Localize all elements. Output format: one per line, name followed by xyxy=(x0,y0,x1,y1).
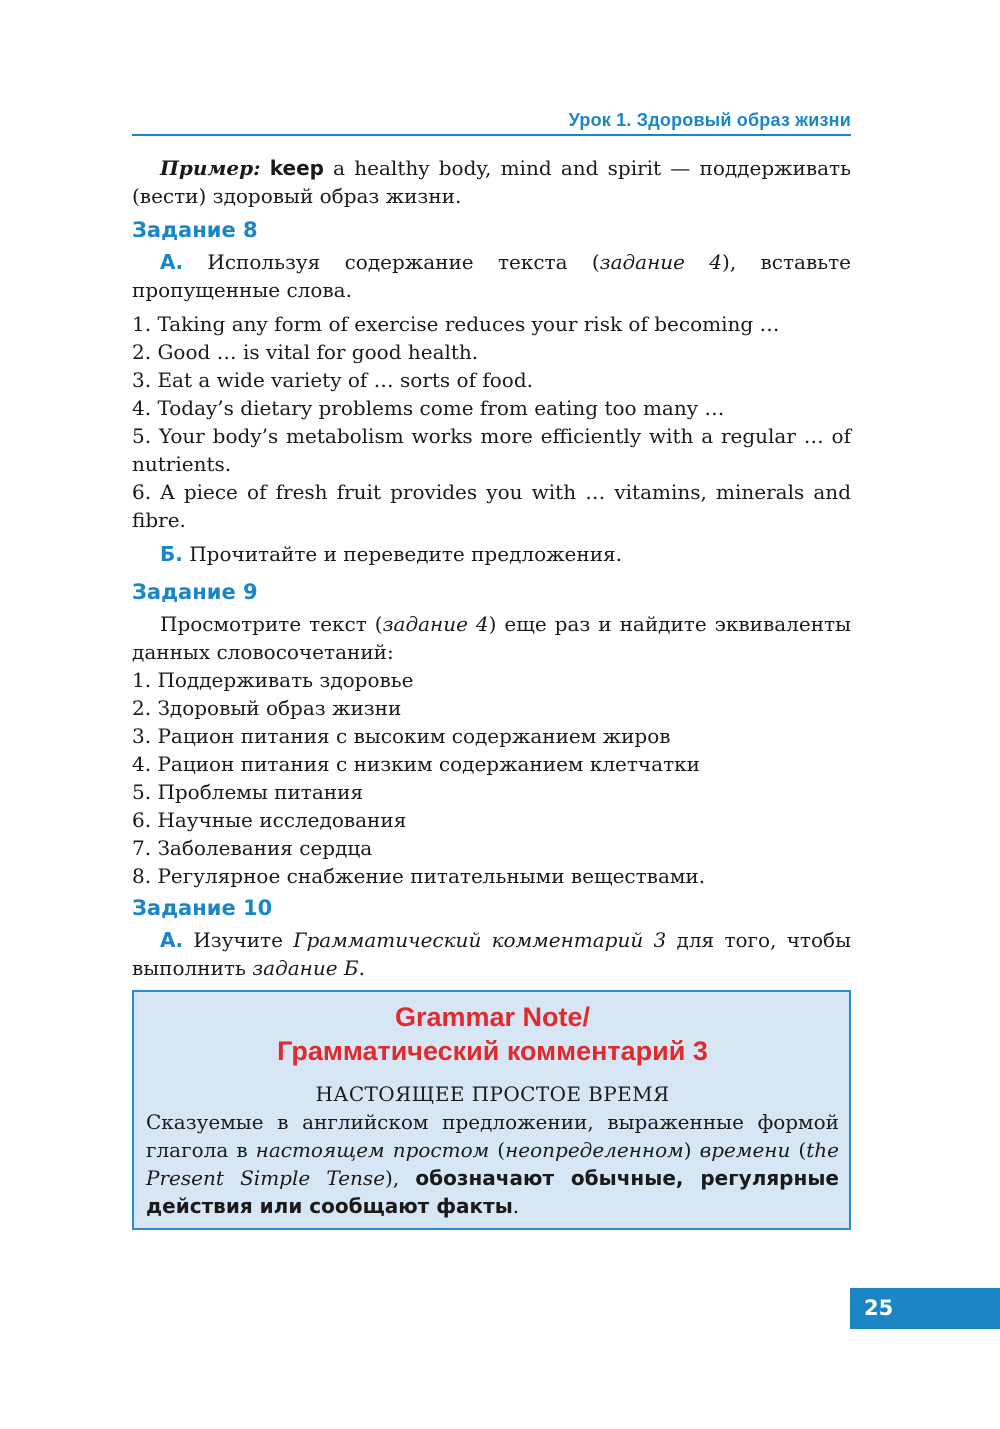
task-10-a-instruction xyxy=(132,926,851,982)
grammar-text: . xyxy=(512,1194,520,1218)
task-10-a-label: А. xyxy=(160,928,184,952)
task-8-a-text: Используя содержание текста ( xyxy=(183,250,600,274)
chapter-header: Урок 1. Здоровый образ жизни xyxy=(568,110,851,130)
task-9-phrase-list xyxy=(132,666,851,890)
task-10-a-reference-2: задание Б xyxy=(252,956,359,980)
grammar-italic: настоящем простом xyxy=(255,1138,490,1162)
header-rule xyxy=(132,134,851,136)
list-item: 8. Регулярное снабжение питательными веществами. xyxy=(132,864,706,888)
list-item: 1. Поддерживать здоровье xyxy=(132,668,414,692)
list-item: 5. Проблемы питания xyxy=(132,780,364,804)
list-item: 2. Good … is vital for good health. xyxy=(132,340,479,364)
grammar-note-title-line-2: Грамматический комментарий 3 xyxy=(277,1036,708,1066)
grammar-text: Сказуемые в английском предложении, выраженные формой глагола в xyxy=(146,1110,839,1162)
list-item: 6. A piece of fresh fruit provides you with … vitamins, minerals and fibre. xyxy=(132,480,851,532)
task-10-a-text-end: . xyxy=(358,956,365,980)
grammar-note-body xyxy=(146,1108,839,1220)
grammar-note-title-line-1: Grammar Note/ xyxy=(394,1002,591,1032)
grammar-text: ), xyxy=(385,1166,416,1190)
page-number: 25 xyxy=(850,1288,1000,1329)
task-9-text-end: ) еще раз и найдите эквиваленты данных словосочетаний: xyxy=(132,612,852,664)
grammar-note-box xyxy=(132,990,851,1230)
page-content xyxy=(132,154,851,1230)
grammar-text: ( xyxy=(489,1138,506,1162)
example-paragraph xyxy=(132,154,851,210)
list-item: 3. Eat a wide variety of … sorts of food. xyxy=(132,368,533,392)
task-8-title: Задание 8 xyxy=(132,218,258,242)
task-10-title: Задание 10 xyxy=(132,896,273,920)
example-label: Пример: xyxy=(160,156,261,180)
task-9-reference: задание 4 xyxy=(382,612,489,636)
task-8-a-label: А. xyxy=(160,250,184,274)
list-item: 3. Рацион питания с высоким содержанием жиров xyxy=(132,724,671,748)
task-8-a-instruction xyxy=(132,248,851,304)
task-10-a-text-mid: для того, чтобы выполнить xyxy=(132,928,851,980)
list-item: 5. Your body’s metabolism works more efficiently with a regular … of nutrients. xyxy=(132,424,851,476)
task-10-a-reference: Грамматический комментарий 3 xyxy=(293,928,667,952)
list-item: 4. Рацион питания с низким содержанием клетчатки xyxy=(132,752,700,776)
list-item: 7. Заболевания сердца xyxy=(132,836,373,860)
grammar-italic: неопределенном xyxy=(505,1138,684,1162)
task-8-sentence-list xyxy=(132,310,851,534)
grammar-italic: времени xyxy=(699,1138,791,1162)
task-9-title: Задание 9 xyxy=(132,580,258,604)
list-item: 6. Научные исследования xyxy=(132,808,407,832)
task-9-instruction xyxy=(132,610,851,666)
grammar-text: ) xyxy=(683,1138,700,1162)
list-item: 4. Today’s dietary problems come from eating too many … xyxy=(132,396,725,420)
grammar-italic: the Present Simple Tense xyxy=(146,1138,839,1190)
task-8-b-text: Прочитайте и переведите предложения. xyxy=(182,542,623,566)
task-10-a-text: Изучите xyxy=(183,928,294,952)
list-item: 2. Здоровый образ жизни xyxy=(132,696,402,720)
task-8-a-reference: задание 4 xyxy=(599,250,723,274)
grammar-note-subtitle: НАСТОЯЩЕЕ ПРОСТОЕ ВРЕМЯ xyxy=(315,1082,670,1106)
task-8-a-text-end: ), вставьте пропущенные слова. xyxy=(132,250,852,302)
grammar-text: ( xyxy=(790,1138,807,1162)
task-8-b-label: Б. xyxy=(160,542,183,566)
task-8-b-instruction xyxy=(132,540,851,568)
example-term: keep xyxy=(269,156,324,180)
list-item: 1. Taking any form of exercise reduces your risk of becoming … xyxy=(132,312,780,336)
task-9-text: Просмотрите текст ( xyxy=(160,612,383,636)
grammar-bold: обозначают обычные, регулярные действия или сообщают факты xyxy=(146,1166,839,1218)
example-text: a healthy body, mind and spirit — поддерживать (вести) здоровый образ жизни. xyxy=(132,156,851,208)
